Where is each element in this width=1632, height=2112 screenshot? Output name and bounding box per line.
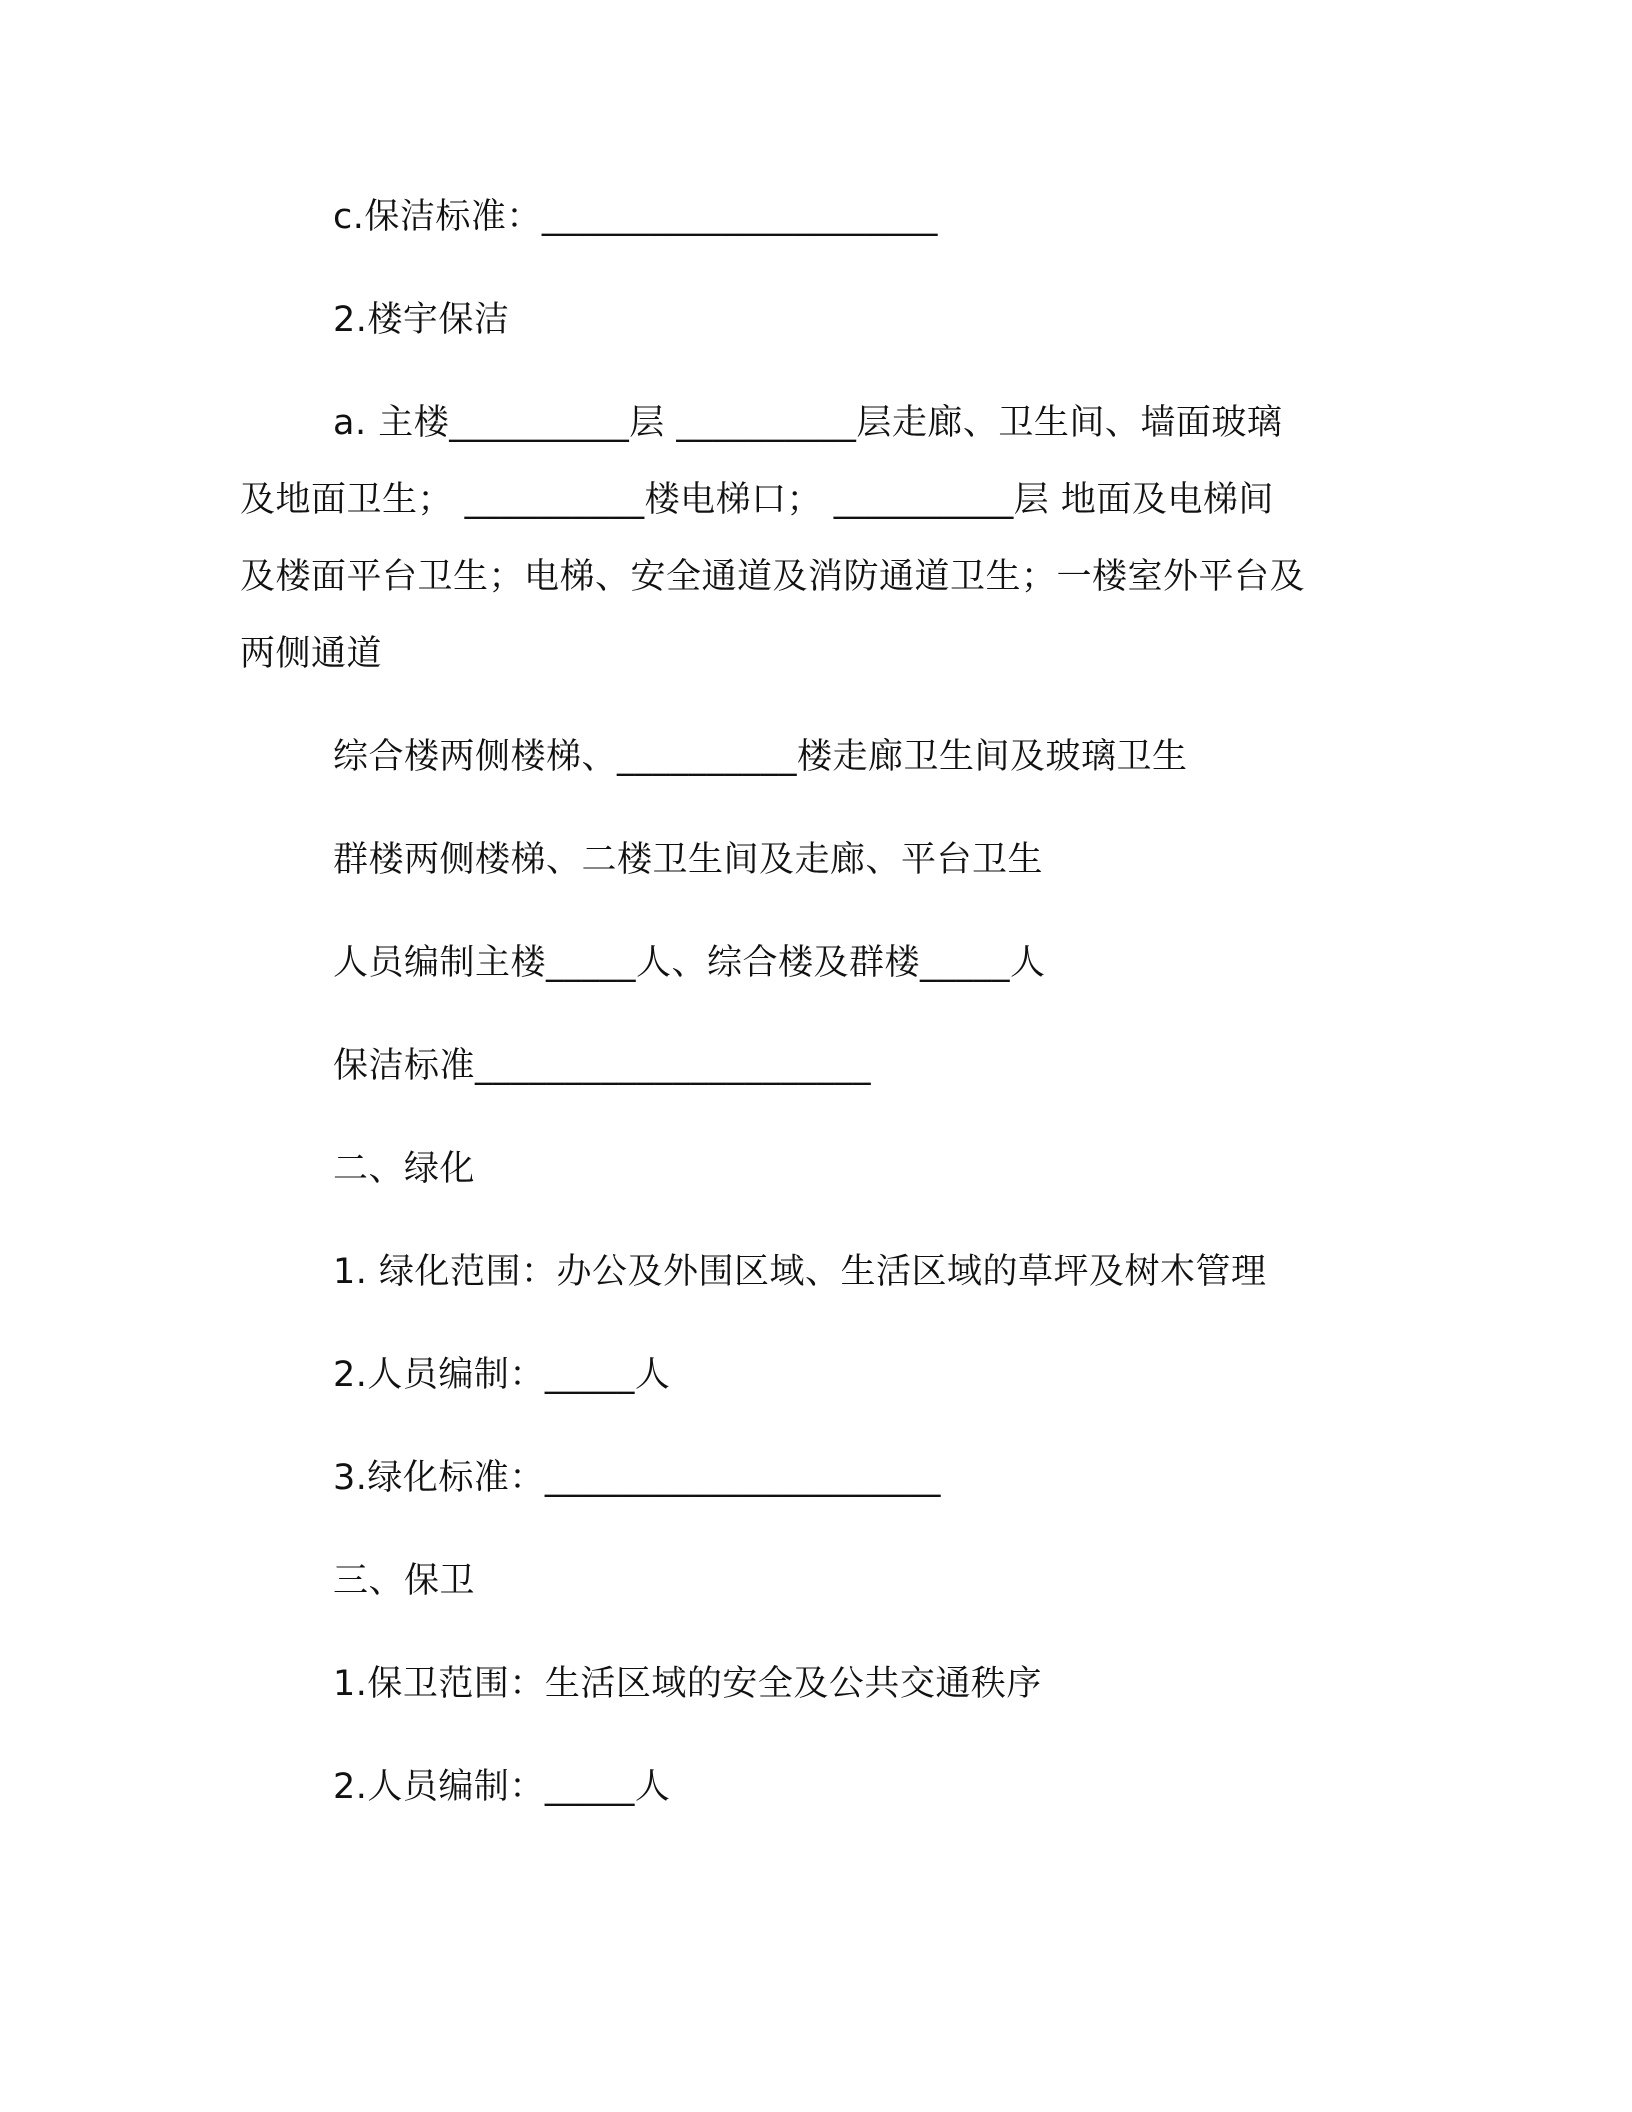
- complex-building-stairs: 综合楼两侧楼梯、__________楼走廊卫生间及玻璃卫生: [333, 737, 1188, 777]
- greening-standard: 3.绿化标准：______________________: [333, 1458, 941, 1498]
- staffing-main-building: 人员编制主楼_____人、综合楼及群楼_____人: [333, 943, 1046, 983]
- section-building-cleaning: 2.楼宇保洁: [333, 300, 510, 340]
- cleaning-standard: 保洁标准______________________: [333, 1046, 872, 1086]
- main-building-line-4: 两侧通道: [240, 634, 383, 674]
- group-building-stairs: 群楼两侧楼梯、二楼卫生间及走廊、平台卫生: [333, 840, 1044, 880]
- main-building-line-2: 及地面卫生； __________楼电梯口； __________层 地面及电梯间: [240, 480, 1274, 520]
- cleaning-standard-c: c.保洁标准：______________________: [333, 197, 938, 237]
- section-greening-heading: 二、绿化: [333, 1149, 476, 1189]
- greening-staffing: 2.人员编制：_____人: [333, 1355, 671, 1395]
- security-scope: 1.保卫范围：生活区域的安全及公共交通秩序: [333, 1664, 1042, 1704]
- main-building-line-1: a. 主楼__________层 __________层走廊、卫生间、墙面玻璃: [333, 403, 1283, 443]
- security-staffing: 2.人员编制：_____人: [333, 1767, 671, 1807]
- section-security-heading: 三、保卫: [333, 1561, 476, 1601]
- main-building-line-3: 及楼面平台卫生；电梯、安全通道及消防通道卫生；一楼室外平台及: [240, 557, 1306, 597]
- greening-scope: 1. 绿化范围：办公及外围区域、生活区域的草坪及树木管理: [333, 1252, 1267, 1292]
